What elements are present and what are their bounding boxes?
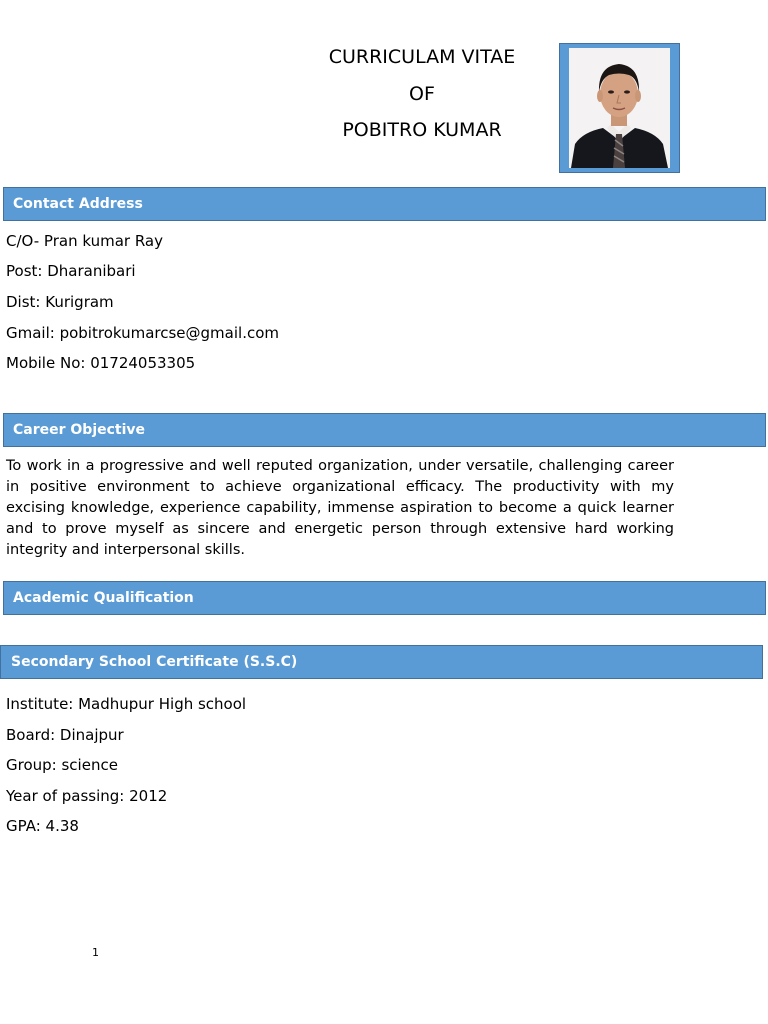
contact-district: Dist: Kurigram <box>6 293 114 311</box>
page-number: 1 <box>92 946 99 959</box>
cv-title-of: OF <box>409 83 435 105</box>
ssc-group: Group: science <box>6 756 118 774</box>
ssc-year-of-passing: Year of passing: 2012 <box>6 787 168 805</box>
ssc-gpa: GPA: 4.38 <box>6 817 79 835</box>
ssc-board: Board: Dinajpur <box>6 726 124 744</box>
contact-mobile: Mobile No: 01724053305 <box>6 354 196 372</box>
contact-email: Gmail: pobitrokumarcse@gmail.com <box>6 324 279 342</box>
academic-qualification-heading: Academic Qualification <box>3 581 766 615</box>
cv-title: CURRICULAM VITAE <box>328 46 516 68</box>
contact-address-heading: Contact Address <box>3 187 766 221</box>
contact-care-of: C/O- Pran kumar Ray <box>6 232 163 250</box>
career-objective-heading: Career Objective <box>3 413 766 447</box>
ssc-heading: Secondary School Certificate (S.S.C) <box>0 645 763 679</box>
career-objective-text: To work in a progressive and well reputed organization, under versatile, challenging career in positive environment to achieve organizational efficacy. The productivity with my excising knowledge, experience capability, immense aspiration to become a quick learner and to prove myself as sincere and energetic person through extensive hard working integrity and interpersonal skills. <box>6 458 674 558</box>
cv-name: POBITRO KUMAR <box>342 119 502 141</box>
person-photo-icon <box>569 48 670 168</box>
profile-photo <box>559 43 680 173</box>
contact-post: Post: Dharanibari <box>6 262 136 280</box>
ssc-institute: Institute: Madhupur High school <box>6 695 247 713</box>
